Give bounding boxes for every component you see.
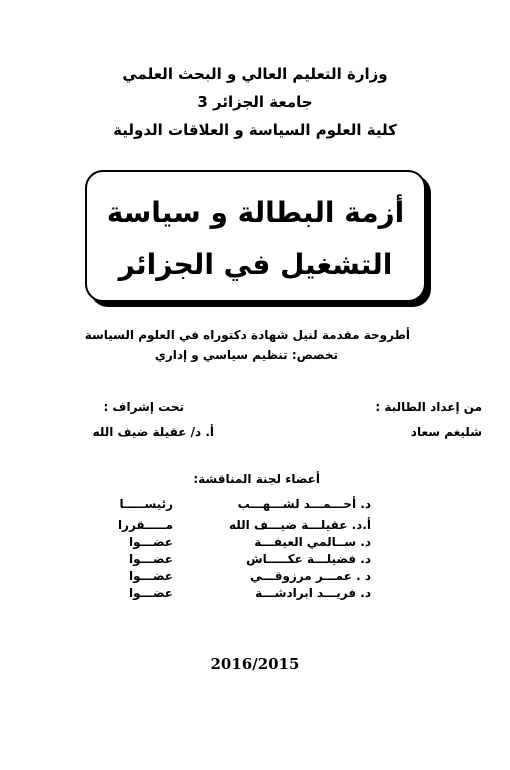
- committee-member-role: عضـــوا: [129, 569, 173, 583]
- specialty-line: تخصص: تنظيم سياسي و إداري: [154, 348, 338, 362]
- degree-line: أطروحة مقدمة لنيل شهادة دكتوراه في العلوم السياسة: [84, 328, 410, 342]
- committee-member-name: د. فريـــد ابرادشـــة: [255, 586, 371, 600]
- supervision-label: تحت إشراف :: [103, 400, 184, 414]
- committee-title: أعضاء لجنة المناقشة:: [193, 472, 320, 486]
- university-line: جامعة الجزائر 3: [197, 93, 313, 111]
- committee-member-role: رئيســـــا: [119, 497, 173, 511]
- committee-member-name: د . عمـــر مرزوقـــي: [250, 569, 371, 583]
- committee-member-name: د. أحـــمـــد لشـــهـــب: [237, 497, 371, 511]
- committee-member-role: عضـــوا: [129, 535, 173, 549]
- committee-member-role: مـــــقررا: [117, 518, 173, 532]
- committee-member-name: د. فضيلـــة عكـــــاش: [246, 552, 371, 566]
- title-line-2: التشغيل في الجزائر: [118, 248, 393, 281]
- supervisor-name: أ. د/ عقيلة ضيف الله: [92, 425, 214, 439]
- student-name: شليغم سعاد: [410, 425, 482, 439]
- ministry-line: وزارة التعليم العالي و البحث العلمي: [122, 65, 388, 83]
- prepared-by-label: من إعداد الطالبة :: [375, 400, 482, 414]
- committee-member-role: عضـــوا: [129, 586, 173, 600]
- committee-member-name: د. ســالمي العيفـــة: [254, 535, 371, 549]
- committee-member-name: أ.د. عقيلـــة ضيـــف الله: [228, 518, 371, 532]
- title-line-1: أزمة البطالة و سياسة: [106, 196, 405, 229]
- academic-year: 2016/2015: [210, 655, 300, 673]
- committee-member-role: عضـــوا: [129, 552, 173, 566]
- title-box: [85, 170, 426, 302]
- faculty-line: كلية العلوم السياسة و العلاقات الدولية: [113, 121, 397, 139]
